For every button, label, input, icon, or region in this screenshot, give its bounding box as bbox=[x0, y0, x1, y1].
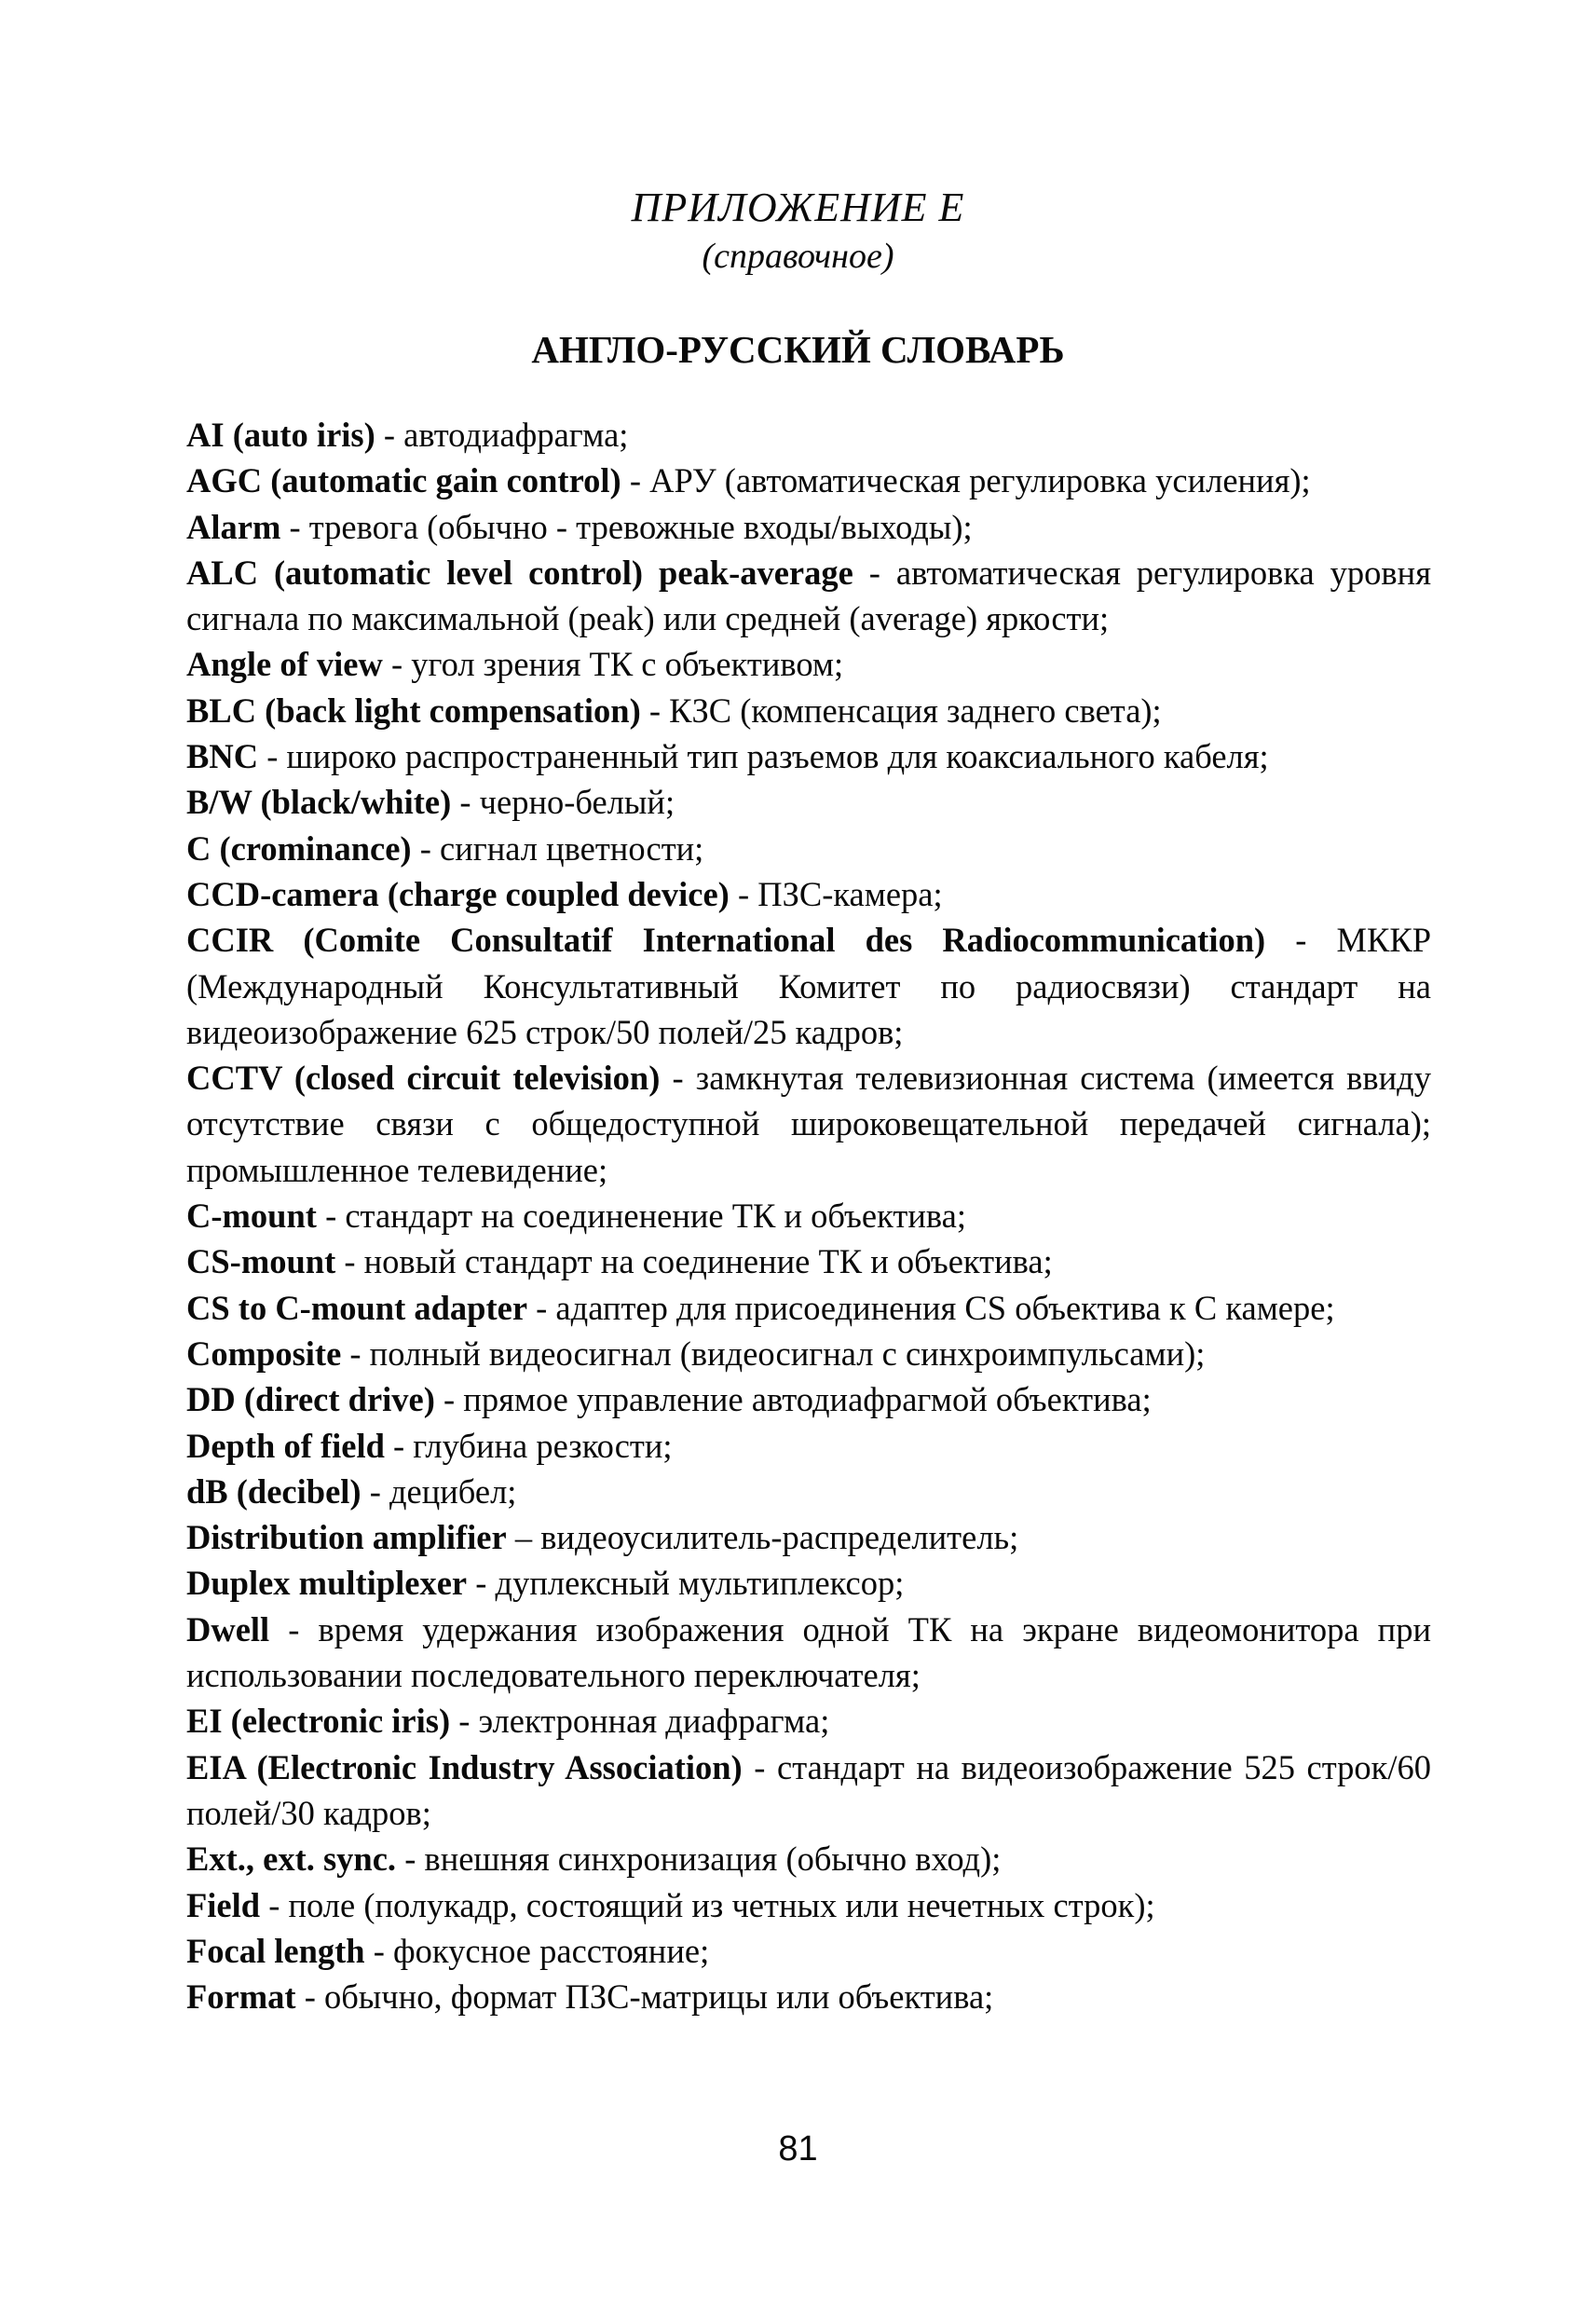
glossary-term: Alarm bbox=[186, 507, 281, 546]
glossary-definition: - поле (полукадр, состоящий из четных или нечетных строк); bbox=[260, 1885, 1155, 1924]
glossary-term: C (crominance) bbox=[186, 828, 412, 868]
glossary-term: DD (direct drive) bbox=[186, 1380, 435, 1419]
glossary-term: AGC (automatic gain control) bbox=[186, 461, 621, 500]
glossary-term: EIA (Electronic Industry Association) bbox=[186, 1747, 743, 1786]
glossary-entry bbox=[186, 1193, 1431, 1238]
glossary-entry bbox=[186, 1055, 1431, 1193]
glossary-definition: - глубина резкости; bbox=[384, 1426, 673, 1465]
glossary-definition: - адаптер для присоединения CS объектива к С камере; bbox=[527, 1288, 1335, 1327]
glossary-entry bbox=[186, 1469, 1431, 1514]
glossary-entry bbox=[186, 1376, 1431, 1422]
glossary-definition: - КЗС (компенсация заднего света); bbox=[640, 691, 1162, 730]
glossary-term: Distribution amplifier bbox=[186, 1518, 507, 1557]
glossary-term: EI (electronic iris) bbox=[186, 1702, 451, 1741]
glossary-entry bbox=[186, 871, 1431, 917]
glossary-term: B/W (black/white) bbox=[186, 783, 452, 822]
glossary-term: Depth of field bbox=[186, 1426, 385, 1465]
glossary-entry bbox=[186, 1928, 1431, 1974]
glossary-definition: - автодиафрагма; bbox=[375, 416, 629, 454]
glossary-definition: – видеоусилитель-распределитель; bbox=[506, 1518, 1019, 1557]
glossary-definition: - обычно, формат ПЗС-матрицы или объектива; bbox=[295, 1977, 994, 2017]
glossary-definition: - время удержания изображения одной ТК на экране видеомонитора при использовании последовательного переключателя; bbox=[186, 1609, 1431, 1695]
glossary-definition: - замкнутая телевизионная система (имеется ввиду отсутствие связи с общедоступной широковещательной передачей сигнала); промышленное телевидение; bbox=[186, 1059, 1431, 1189]
glossary-definition: - тревога (обычно - тревожные входы/выходы); bbox=[280, 507, 973, 546]
glossary-definition: - ПЗС-камера; bbox=[729, 874, 943, 913]
glossary-definition: - электронная диафрагма; bbox=[450, 1702, 830, 1741]
glossary-term: Duplex multiplexer bbox=[186, 1564, 468, 1603]
glossary-term: CCIR (Comite Consultatif International des Radiocommunication) bbox=[186, 921, 1266, 960]
glossary-entry bbox=[186, 1744, 1431, 1837]
glossary-definition: - сигнал цветности; bbox=[411, 828, 704, 868]
glossary-term: Composite bbox=[186, 1334, 342, 1373]
glossary-definition: - автоматическая регулировка уровня сигнала по максимальной (peak) или средней (average) яркости; bbox=[186, 553, 1431, 638]
appendix-subtitle: (справочное) bbox=[702, 237, 894, 276]
glossary-entry bbox=[186, 641, 1431, 687]
glossary-entry bbox=[186, 1514, 1431, 1560]
glossary-entry bbox=[186, 779, 1431, 825]
glossary-entry bbox=[186, 412, 1431, 458]
glossary-definition: - прямое управление автодиафрагмой объектива; bbox=[434, 1380, 1152, 1419]
glossary-term: CCTV (closed circuit television) bbox=[186, 1059, 661, 1098]
page-number: 81 bbox=[778, 2129, 818, 2168]
glossary-definition: - стандарт на видеоизображение 525 строк/60 полей/30 кадров; bbox=[186, 1747, 1432, 1832]
glossary-entry bbox=[186, 1836, 1431, 1881]
glossary-term: CCD-camera (charge coupled device) bbox=[186, 874, 730, 913]
glossary-definition: - фокусное расстояние; bbox=[364, 1931, 710, 1970]
glossary-definition: - новый стандарт на соединение ТК и объектива; bbox=[335, 1242, 1053, 1281]
glossary-term: CS to C-mount adapter bbox=[186, 1288, 528, 1327]
glossary-entry bbox=[186, 504, 1431, 550]
appendix-title: ПРИЛОЖЕНИЕ Е bbox=[631, 185, 965, 230]
glossary-term: BLC (back light compensation) bbox=[186, 691, 641, 730]
glossary-term: AI (auto iris) bbox=[186, 416, 375, 454]
glossary-definition: - МККР (Международный Консультативный Комитет по радиосвязи) стандарт на видеоизображение 625 строк/50 полей/25 кадров; bbox=[186, 921, 1431, 1051]
glossary-definition: - полный видеосигнал (видеосигнал с синхроимпульсами); bbox=[341, 1334, 1206, 1373]
glossary-entry bbox=[186, 1238, 1431, 1284]
glossary-definition: - децибел; bbox=[361, 1471, 517, 1511]
glossary-definition: - широко распространенный тип разъемов для коаксиального кабеля; bbox=[258, 737, 1269, 776]
glossary-term: Angle of view bbox=[186, 645, 383, 684]
glossary-term: dB (decibel) bbox=[186, 1471, 361, 1511]
dictionary-title: АНГЛО-РУССКИЙ СЛОВАРЬ bbox=[531, 328, 1065, 371]
glossary-entry bbox=[186, 1882, 1431, 1928]
glossary-entry bbox=[186, 1285, 1431, 1331]
glossary-entry bbox=[186, 733, 1431, 779]
glossary-entry bbox=[186, 1423, 1431, 1469]
glossary-term: Focal length bbox=[186, 1931, 365, 1970]
glossary-entry bbox=[186, 688, 1431, 733]
glossary-entry bbox=[186, 458, 1431, 503]
glossary-term: ALC (automatic level control) peak-average bbox=[186, 553, 853, 592]
glossary-term: CS-mount bbox=[186, 1242, 336, 1281]
glossary-term: C-mount bbox=[186, 1197, 317, 1236]
glossary-entry bbox=[186, 1698, 1431, 1744]
glossary-term: Format bbox=[186, 1977, 296, 2017]
glossary-entry bbox=[186, 1331, 1431, 1376]
glossary-definition: - угол зрения ТК с объективом; bbox=[382, 645, 844, 684]
glossary-entry bbox=[186, 550, 1431, 642]
glossary-entry bbox=[186, 1974, 1431, 2019]
glossary-definition: - внешняя синхронизация (обычно вход); bbox=[396, 1840, 1002, 1879]
glossary-entry bbox=[186, 917, 1431, 1055]
glossary-term: Field bbox=[186, 1885, 261, 1924]
glossary-entry bbox=[186, 826, 1431, 871]
glossary-definition: - АРУ (автоматическая регулировка усиления); bbox=[621, 461, 1311, 500]
glossary-list bbox=[186, 412, 1431, 2019]
glossary-term: Dwell bbox=[186, 1609, 270, 1648]
glossary-definition: - черно-белый; bbox=[451, 783, 675, 822]
glossary-definition: - стандарт на соединенение ТК и объектива; bbox=[316, 1197, 966, 1236]
glossary-term: Ext., ext. sync. bbox=[186, 1840, 397, 1879]
glossary-entry bbox=[186, 1607, 1431, 1699]
glossary-definition: - дуплексный мультиплексор; bbox=[467, 1564, 905, 1603]
glossary-term: BNC bbox=[186, 737, 259, 776]
glossary-entry bbox=[186, 1560, 1431, 1606]
